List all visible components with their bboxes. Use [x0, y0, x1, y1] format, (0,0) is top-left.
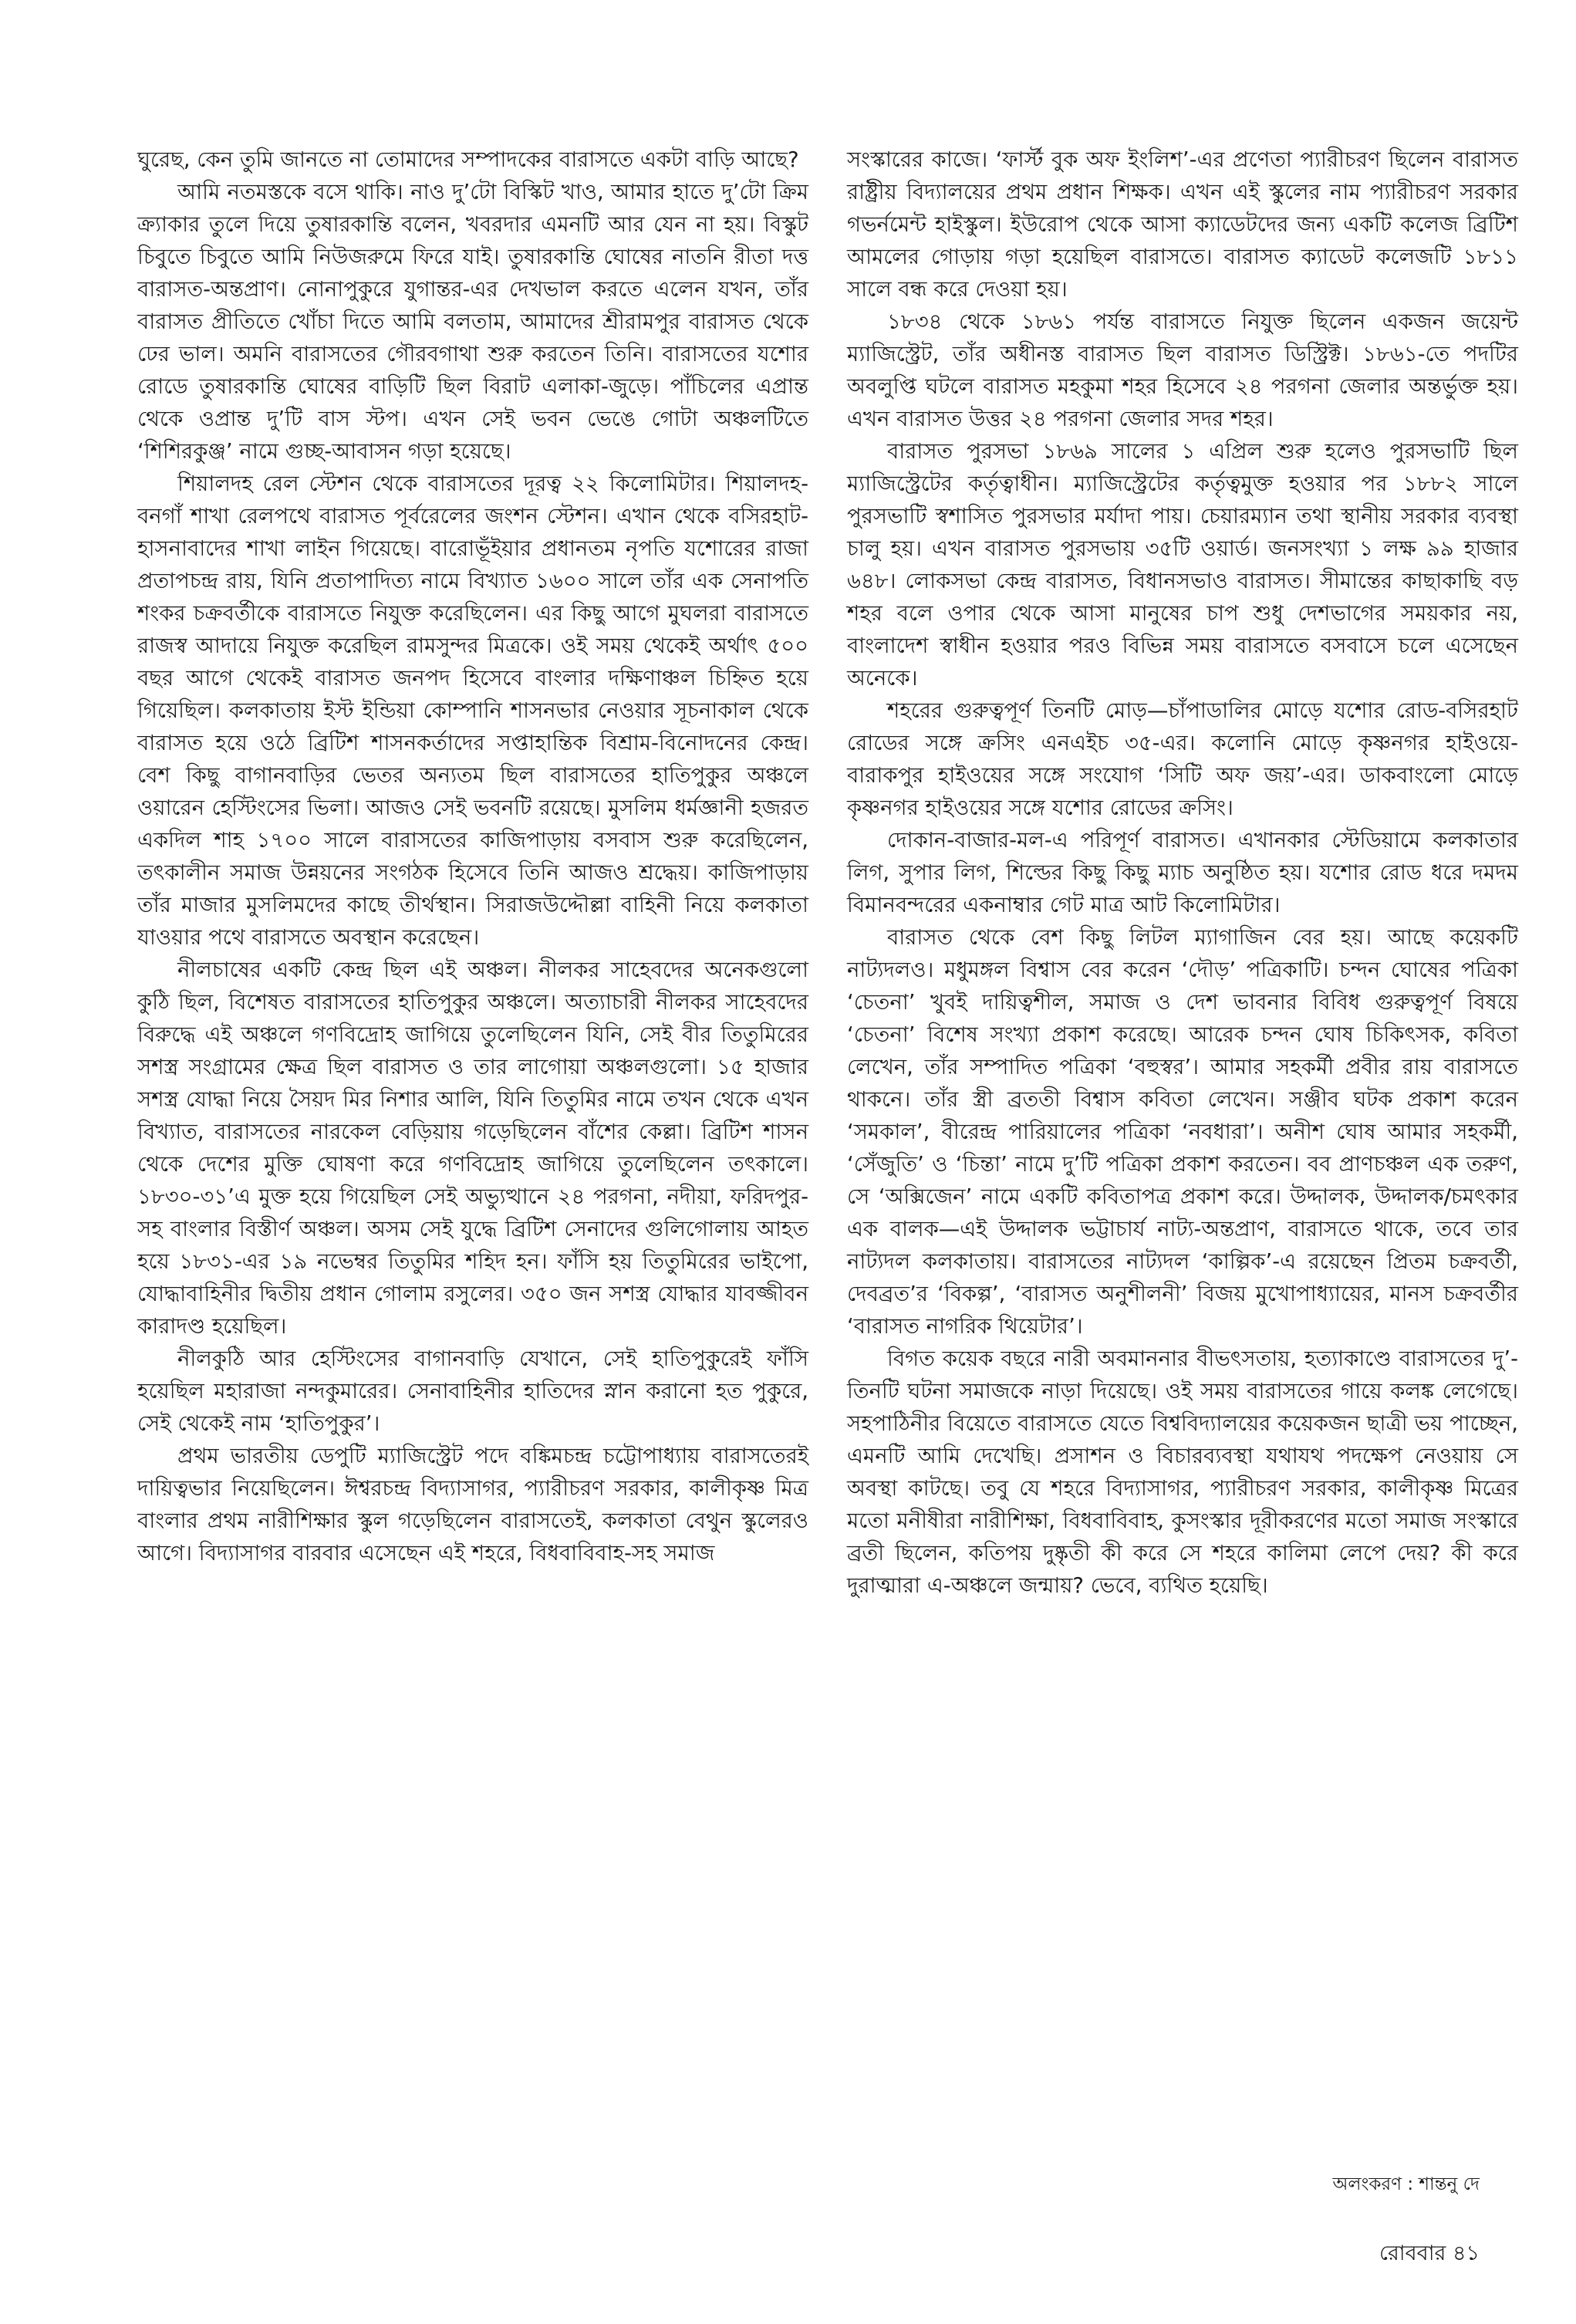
- right-column: [847, 144, 1518, 1602]
- paragraph: ১৮৩৪ থেকে ১৮৬১ পর্যন্ত বারাসতে নিযুক্ত ছিলেন একজন জয়েন্ট ম্যাজিস্ট্রেট, তাঁর অধীনস্ত বারাসত ছিল বারাসত ডিস্ট্রিক্ট। ১৮৬১-তে পদটির অবলুপ্তি ঘটলে বারাসত মহকুমা শহর হিসেবে ২৪ পরগনা জেলার অন্তর্ভুক্ত হয়। এখন বারাসত উত্তর ২৪ পরগনা জেলার সদর শহর।: [847, 309, 1518, 431]
- paragraph: বারাসত পুরসভা ১৮৬৯ সালের ১ এপ্রিল শুরু হলেও পুরসভাটি ছিল ম্যাজিস্ট্রেটের কর্তৃত্বাধীন। ম্যাজিস্ট্রেটের কর্তৃত্বমুক্ত হওয়ার পর ১৮৮২ সালে পুরসভাটি স্বশাসিত পুরসভার মর্যাদা পায়। চেয়ারম্যান তথা স্থানীয় সরকার ব্যবস্থা চালু হয়। এখন বারাসত পুরসভায় ৩৫টি ওয়ার্ড। জনসংখ্যা ১ লক্ষ ৯৯ হাজার ৬৪৮। লোকসভা কেন্দ্র বারাসত, বিধানসভাও বারাসত। সীমান্তের কাছাকাছি বড় শহর বলে ওপার থেকে আসা মানুষের চাপ শুধু দেশভাগের সময়কার নয়, বাংলাদেশ স্বাধীন হওয়ার পরও বিভিন্ন সময় বারাসতে বসবাসে চলে এসেছেন অনেকে।: [847, 439, 1518, 691]
- illustration-credit: অলংকরণ : শান্তনু দে: [1332, 2174, 1480, 2194]
- paragraph: শিয়ালদহ রেল স্টেশন থেকে বারাসতের দূরত্ব ২২ কিলোমিটার। শিয়ালদহ-বনগাঁ শাখা রেলপথে বারাসত পূর্বরেলের জংশন স্টেশন। এখান থেকে বসিরহাট-হাসনাবাদের শাখা লাইন গিয়েছে। বারোভূঁইয়ার প্রধানতম নৃপতি যশোরের রাজা প্রতাপচন্দ্র রায়, যিনি প্রতাপাদিত্য নামে বিখ্যাত ১৬০০ সালে তাঁর এক সেনাপতি শংকর চক্রবর্তীকে বারাসতে নিযুক্ত করেছিলেন। এর কিছু আগে মুঘলরা বারাসতে রাজস্ব আদায়ে নিযুক্ত করেছিল রামসুন্দর মিত্রকে। ওই সময় থেকেই অর্থাৎ ৫০০ বছর আগে থেকেই বারাসত জনপদ হিসেবে বাংলার দক্ষিণাঞ্চল চিহ্নিত হয়ে গিয়েছিল। কলকাতায় ইস্ট ইন্ডিয়া কোম্পানি শাসনভার নেওয়ার সূচনাকাল থেকে বারাসত হয়ে ওঠে ব্রিটিশ শাসনকর্তাদের সপ্তাহান্তিক বিশ্রাম-বিনোদনের কেন্দ্র। বেশ কিছু বাগানবাড়ির ভেতর অন্যতম ছিল বারাসতের হাতিপুকুর অঞ্চলে ওয়ারেন হেস্টিংসের ভিলা। আজও সেই ভবনটি রয়েছে। মুসলিম ধর্মজ্ঞানী হজরত একদিল শাহ ১৭০০ সালে বারাসতের কাজিপাড়ায় বসবাস শুরু করেছিলেন, তৎকালীন সমাজ উন্নয়নের সংগঠক হিসেবে তিনি আজও শ্রদ্ধেয়। কাজিপাড়ায় তাঁর মাজার মুসলিমদের কাছে তীর্থস্থান। সিরাজউদ্দৌল্লা বাহিনী নিয়ে কলকাতা যাওয়ার পথে বারাসতে অবস্থান করেছেন।: [137, 471, 808, 950]
- paragraph: আমি নতমস্তকে বসে থাকি। নাও দু’টো বিস্কিট খাও, আমার হাতে দু’টো ক্রিম ক্র্যাকার তুলে দিয়ে তুষারকান্তি বলেন, খবরদার এমনটি আর যেন না হয়। বিস্কুট চিবুতে চিবুতে আমি নিউজরুমে ফিরে যাই। তুষারকান্তি ঘোষের নাতনি রীতা দত্ত বারাসত-অন্তপ্রাণ। নোনাপুকুরে যুগান্তর-এর দেখভাল করতে এলেন যখন, তাঁর বারাসত প্রীতিতে খোঁচা দিতে আমি বলতাম, আমাদের শ্রীরামপুর বারাসত থেকে ঢের ভাল। অমনি বারাসতের গৌরবগাথা শুরু করতেন তিনি। বারাসতের যশোর রোডে তুষারকান্তি ঘোষের বাড়িটি ছিল বিরাট এলাকা-জুড়ে। পাঁচিলের এপ্রান্ত থেকে ওপ্রান্ত দু’টি বাস স্টপ। এখন সেই ভবন ভেঙে গোটা অঞ্চলটিতে ‘শিশিরকুঞ্জ’ নামে গুচ্ছ-আবাসন গড়া হয়েছে।: [137, 180, 808, 464]
- paragraph: সংস্কারের কাজে। ‘ফার্স্ট বুক অফ ইংলিশ’-এর প্রণেতা প্যারীচরণ ছিলেন বারাসত রাষ্ট্রীয় বিদ্যালয়ের প্রথম প্রধান শিক্ষক। এখন এই স্কুলের নাম প্যারীচরণ সরকার গভর্নমেন্ট হাইস্কুল। ইউরোপ থেকে আসা ক্যাডেটদের জন্য একটি কলেজ ব্রিটিশ আমলের গোড়ায় গড়া হয়েছিল বারাসতে। বারাসত ক্যাডেট কলেজটি ১৮১১ সালে বন্ধ করে দেওয়া হয়।: [847, 147, 1518, 302]
- paragraph: দোকান-বাজার-মল-এ পরিপূর্ণ বারাসত। এখানকার স্টেডিয়ামে কলকাতার লিগ, সুপার লিগ, শিল্ডের কিছু কিছু ম্যাচ অনুষ্ঠিত হয়। যশোর রোড ধরে দমদম বিমানবন্দরের একনাম্বার গেট মাত্র আট কিলোমিটার।: [847, 828, 1518, 917]
- paragraph: বিগত কয়েক বছরে নারী অবমাননার বীভৎসতায়, হত্যাকাণ্ডে বারাসতের দু’-তিনটি ঘটনা সমাজকে নাড়া দিয়েছে। ওই সময় বারাসতের গায়ে কলঙ্ক লেগেছে। সহপাঠিনীর বিয়েতে বারাসতে যেতে বিশ্ববিদ্যালয়ের কয়েকজন ছাত্রী ভয় পাচ্ছেন, এমনটি আমি দেখেছি। প্রসাশন ও বিচারব্যবস্থা যথাযথ পদক্ষেপ নেওয়ায় সে অবস্থা কাটছে। তবু যে শহরে বিদ্যাসাগর, প্যারীচরণ সরকার, কালীকৃষ্ণ মিত্রের মতো মনীষীরা নারীশিক্ষা, বিধবাবিবাহ, কুসংস্কার দূরীকরণের মতো সমাজ সংস্কারে ব্রতী ছিলেন, কতিপয় দুষ্কৃতী কী করে সে শহরে কালিমা লেপে দেয়? কী করে দুরাত্মারা এ-অঞ্চলে জন্মায়? ভেবে, ব্যথিত হয়েছি।: [847, 1346, 1518, 1598]
- paragraph: নীলচাষের একটি কেন্দ্র ছিল এই অঞ্চল। নীলকর সাহেবদের অনেকগুলো কুঠি ছিল, বিশেষত বারাসতের হাতিপুকুর অঞ্চলে। অত্যাচারী নীলকর সাহেবদের বিরুদ্ধে এই অঞ্চলে গণবিদ্রোহ জাগিয়ে তুলেছিলেন যিনি, সেই বীর তিতুমিরের সশস্ত্র সংগ্রামের ক্ষেত্র ছিল বারাসত ও তার লাগোয়া অঞ্চলগুলো। ১৫ হাজার সশস্ত্র যোদ্ধা নিয়ে সৈয়দ মির নিশার আলি, যিনি তিতুমির নামে তখন থেকে এখন বিখ্যাত, বারাসতের নারকেল বেড়িয়ায় গড়েছিলেন বাঁশের কেল্লা। ব্রিটিশ শাসন থেকে দেশের মুক্তি ঘোষণা করে গণবিদ্রোহ জাগিয়ে তুলেছিলেন তৎকালে। ১৮৩০-৩১’এ মুক্ত হয়ে গিয়েছিল সেই অভ্যুত্থানে ২৪ পরগনা, নদীয়া, ফরিদপুর-সহ বাংলার বিস্তীর্ণ অঞ্চল। অসম সেই যুদ্ধে ব্রিটিশ সেনাদের গুলিগোলায় আহত হয়ে ১৮৩১-এর ১৯ নভেম্বর তিতুমির শহিদ হন। ফাঁসি হয় তিতুমিরের ভাইপো, যোদ্ধাবাহিনীর দ্বিতীয় প্রধান গোলাম রসুলের। ৩৫০ জন সশস্ত্র যোদ্ধার যাবজ্জীবন কারাদণ্ড হয়েছিল।: [137, 958, 808, 1339]
- paragraph: নীলকুঠি আর হেস্টিংসের বাগানবাড়ি যেখানে, সেই হাতিপুকুরেই ফাঁসি হয়েছিল মহারাজা নন্দকুমারের। সেনাবাহিনীর হাতিদের স্নান করানো হত পুকুরে, সেই থেকেই নাম ‘হাতিপুকুর’।: [137, 1346, 808, 1436]
- paragraph: বারাসত থেকে বেশ কিছু লিটল ম্যাগাজিন বের হয়। আছে কয়েকটি নাট্যদলও। মধুমঙ্গল বিশ্বাস বের করেন ‘দৌড়’ পত্রিকাটি। চন্দন ঘোষের পত্রিকা ‘চেতনা’ খুবই দায়িত্বশীল, সমাজ ও দেশ ভাবনার বিবিধ গুরুত্বপূর্ণ বিষয়ে ‘চেতনা’ বিশেষ সংখ্যা প্রকাশ করেছে। আরেক চন্দন ঘোষ চিকিৎসক, কবিতা লেখেন, তাঁর সম্পাদিত পত্রিকা ‘বহুস্বর’। আমার সহকর্মী প্রবীর রায় বারাসতে থাকনে। তাঁর স্ত্রী ব্রততী বিশ্বাস কবিতা লেখেন। সঞ্জীব ঘটক প্রকাশ করেন ‘সমকাল’, বীরেন্দ্র পারিয়ালের পত্রিকা ‘নবধারা’। অনীশ ঘোষ আমার সহকর্মী, ‘সেঁজুতি’ ও ‘চিন্তা’ নামে দু’টি পত্রিকা প্রকাশ করতেন। বব প্রাণচঞ্চল এক তরুণ, সে ‘অক্সিজেন’ নামে একটি কবিতাপত্র প্রকাশ করে। উদ্দালক, উদ্দালক/চমৎকার এক বালক—এই উদ্দালক ভট্টাচার্য নাট্য-অন্তপ্রাণ, বারাসতে থাকে, তবে তার নাট্যদল কলকাতায়। বারাসতের নাট্যদল ‘কাল্পিক’-এ রয়েছেন প্রিতম চক্রবর্তী, দেবব্রত’র ‘বিকল্প’, ‘বারাসত অনুশীলনী’ বিজয় মুখোপাধ্যায়ের, মানস চক্রবর্তীর ‘বারাসত নাগরিক থিয়েটার’।: [847, 925, 1518, 1339]
- paragraph: শহরের গুরুত্বপূর্ণ তিনটি মোড়—চাঁপাডালির মোড়ে যশোর রোড-বসিরহাট রোডের সঙ্গে ক্রসিং এনএইচ ৩৫-এর। কলোনি মোড়ে কৃষ্ণনগর হাইওয়ে-বারাকপুর হাইওয়ের সঙ্গে সংযোগ ‘সিটি অফ জয়’-এর। ডাকবাংলো মোড়ে কৃষ্ণনগর হাইওয়ের সঙ্গে যশোর রোডের ক্রসিং।: [847, 698, 1518, 820]
- paragraph: প্রথম ভারতীয় ডেপুটি ম্যাজিস্ট্রেট পদে বঙ্কিমচন্দ্র চট্টোপাধ্যায় বারাসতেরই দায়িত্বভার নিয়েছিলেন। ঈশ্বরচন্দ্র বিদ্যাসাগর, প্যারীচরণ সরকার, কালীকৃষ্ণ মিত্র বাংলার প্রথম নারীশিক্ষার স্কুল গড়েছিলেন বারাসতেই, কলকাতা বেথুন স্কুলেরও আগে। বিদ্যাসাগর বারবার এসেছেন এই শহরে, বিধবাবিবাহ-সহ সমাজ: [137, 1444, 808, 1566]
- left-column: [137, 144, 808, 1569]
- paragraph: ঘুরেছ, কেন তুমি জানতে না তোমাদের সম্পাদকের বারাসতে একটা বাড়ি আছে?: [137, 147, 799, 172]
- page-footer: রোববার ৪১: [1379, 2241, 1480, 2265]
